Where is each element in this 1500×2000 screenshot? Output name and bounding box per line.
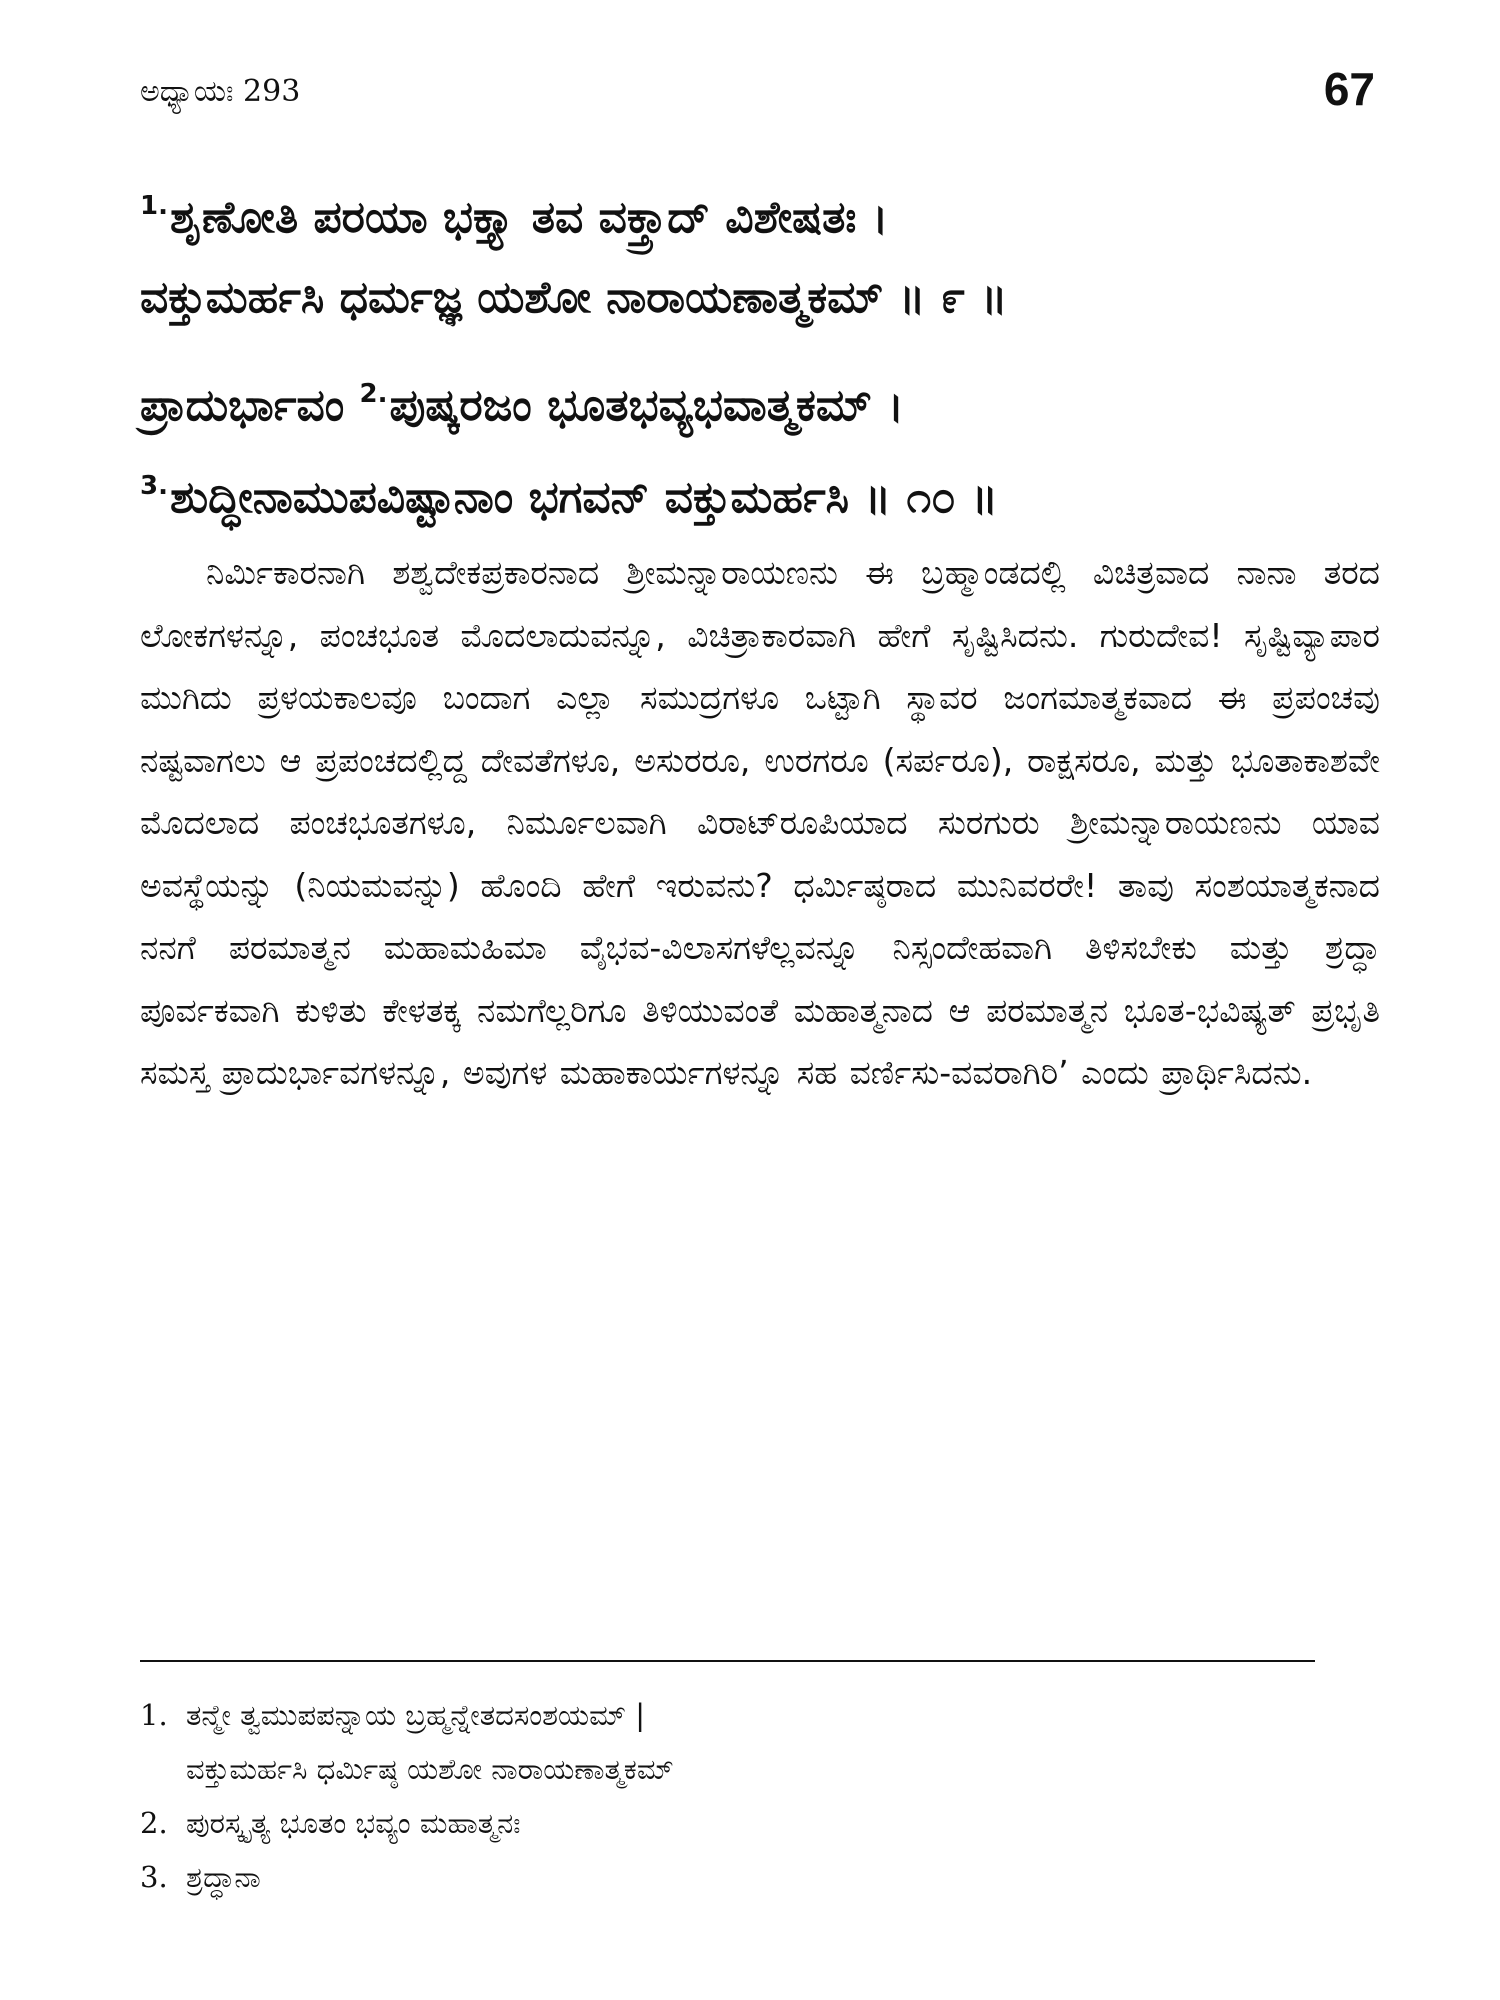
verse-text-continued: ಪುಷ್ಕರಜಂ ಭೂತಭವ್ಯಭವಾತ್ಮಕಮ್ ।	[389, 380, 904, 431]
page-header	[140, 62, 1375, 122]
verse-text: ವಕ್ತುಮರ್ಹಸಿ ಧರ್ಮಜ್ಞ ಯಶೋ ನಾರಾಯಣಾತ್ಮಕಮ್ ॥ ೯ ॥	[140, 272, 1008, 323]
commentary	[140, 542, 1380, 1105]
footnote-text: ಶ್ರದ್ಧಾನಾ	[186, 1860, 261, 1894]
sanskrit-verses	[140, 160, 1380, 532]
footnote-marker: 1.	[140, 191, 168, 221]
footnote-divider	[140, 1660, 1315, 1662]
verse-line-3	[140, 348, 1380, 440]
footnote-text: ತನ್ಮೇ ತ್ವಮುಪಪನ್ನಾಯ ಬ್ರಹ್ಮನ್ನೇತದಸಂಶಯಮ್ |	[186, 1698, 646, 1732]
chapter-heading: ಅಧ್ಯಾಯಃ 293	[140, 74, 301, 109]
commentary-paragraph: ನಿರ್ಮಿಕಾರನಾಗಿ ಶಶ್ವದೇಕಪ್ರಕಾರನಾದ ಶ್ರೀಮನ್ನಾರಾಯಣನು ಈ ಬ್ರಹ್ಮಾಂಡದಲ್ಲಿ ವಿಚಿತ್ರವಾದ ನಾನಾ ತರದ ಲೋಕಗಳನ್ನೂ, ಪಂಚಭೂತ ಮೊದಲಾದುವನ್ನೂ, ವಿಚಿತ್ರಾಕಾರವಾಗಿ ಹೇಗೆ ಸೃಷ್ಟಿಸಿದನು. ಗುರುದೇವ! ಸೃಷ್ಟಿವ್ಯಾಪಾರ ಮುಗಿದು ಪ್ರಳಯಕಾಲವೂ ಬಂದಾಗ ಎಲ್ಲಾ ಸಮುದ್ರಗಳೂ ಒಟ್ಟಾಗಿ ಸ್ಥಾವರ ಜಂಗಮಾತ್ಮಕವಾದ ಈ ಪ್ರಪಂಚವು ನಷ್ಟವಾಗಲು ಆ ಪ್ರಪಂಚದಲ್ಲಿದ್ದ ದೇವತೆಗಳೂ, ಅಸುರರೂ, ಉರಗರೂ (ಸರ್ಪರೂ), ರಾಕ್ಷಸರೂ, ಮತ್ತು ಭೂತಾಕಾಶವೇ ಮೊದಲಾದ ಪಂಚಭೂತಗಳೂ, ನಿರ್ಮೂಲವಾಗಿ ವಿರಾಟ್‌ರೂಪಿಯಾದ ಸುರಗುರು ಶ್ರೀಮನ್ನಾರಾಯಣನು ಯಾವ ಅವಸ್ಥೆಯನ್ನು (ನಿಯಮವನ್ನು) ಹೊಂದಿ ಹೇಗೆ ಇರುವನು? ಧರ್ಮಿಷ್ಠರಾದ ಮುನಿವರರೇ! ತಾವು ಸಂಶಯಾತ್ಮಕನಾದ ನನಗೆ ಪರಮಾತ್ಮನ ಮಹಾಮಹಿಮಾ ವೈಭವ-ವಿಲಾಸಗಳೆಲ್ಲವನ್ನೂ ನಿಸ್ಸಂದೇಹವಾಗಿ ತಿಳಿಸಬೇಕು ಮತ್ತು ಶ್ರದ್ಧಾ ಪೂರ್ವಕವಾಗಿ ಕುಳಿತು ಕೇಳತಕ್ಕ ನಮಗೆಲ್ಲರಿಗೂ ತಿಳಿಯುವಂತೆ ಮಹಾತ್ಮನಾದ ಆ ಪರಮಾತ್ಮನ ಭೂತ-ಭವಿಷ್ಯತ್ ಪ್ರಭೃತಿ ಸಮಸ್ತ ಪ್ರಾದುರ್ಭಾವಗಳನ್ನೂ, ಅವುಗಳ ಮಹಾಕಾರ್ಯಗಳನ್ನೂ ಸಹ ವರ್ಣಿಸು-ವವರಾಗಿರಿ’ ಎಂದು ಪ್ರಾರ್ಥಿಸಿದನು.	[140, 553, 1380, 1092]
verse-line-4	[140, 440, 1380, 532]
footnote-number	[140, 1742, 186, 1796]
footnote-number: 3.	[140, 1860, 168, 1894]
footnote-3	[140, 1850, 1340, 1904]
footnote-text: ವಕ್ತುಮರ್ಹಸಿ ಧರ್ಮಿಷ್ಠ ಯಶೋ ನಾರಾಯಣಾತ್ಮಕಮ್	[186, 1752, 674, 1786]
verse-text: ಶುದ್ಧೀನಾಮುಪವಿಷ್ಟಾನಾಂ ಭಗವನ್ ವಕ್ತುಮರ್ಹಸಿ ॥ ೧೦ ॥	[169, 472, 998, 523]
verse-text: ಪ್ರಾದುರ್ಭಾವಂ	[140, 380, 360, 431]
footnote-marker: 2.	[359, 379, 388, 409]
verse-line-2	[140, 252, 1380, 344]
footnote-2	[140, 1796, 1340, 1850]
verse-text: ಶೃಣೋತಿ ಪರಯಾ ಭಕ್ತ್ಯಾ ತವ ವಕ್ತ್ರಾದ್ ವಿಶೇಷತಃ ।	[169, 192, 889, 243]
page-number: 67	[1323, 63, 1375, 115]
footnote-marker: 3.	[140, 471, 168, 501]
footnote-number: 1.	[140, 1698, 168, 1732]
footnote-1	[140, 1688, 1340, 1742]
footnote-1-continued	[140, 1742, 1340, 1796]
footnotes	[140, 1688, 1340, 1904]
footnote-number: 2.	[140, 1806, 168, 1840]
verse-line-1	[140, 160, 1380, 252]
footnote-text: ಪುರಸ್ಕೃತ್ಯ ಭೂತಂ ಭವ್ಯಂ ಮಹಾತ್ಮನಃ	[186, 1806, 521, 1840]
